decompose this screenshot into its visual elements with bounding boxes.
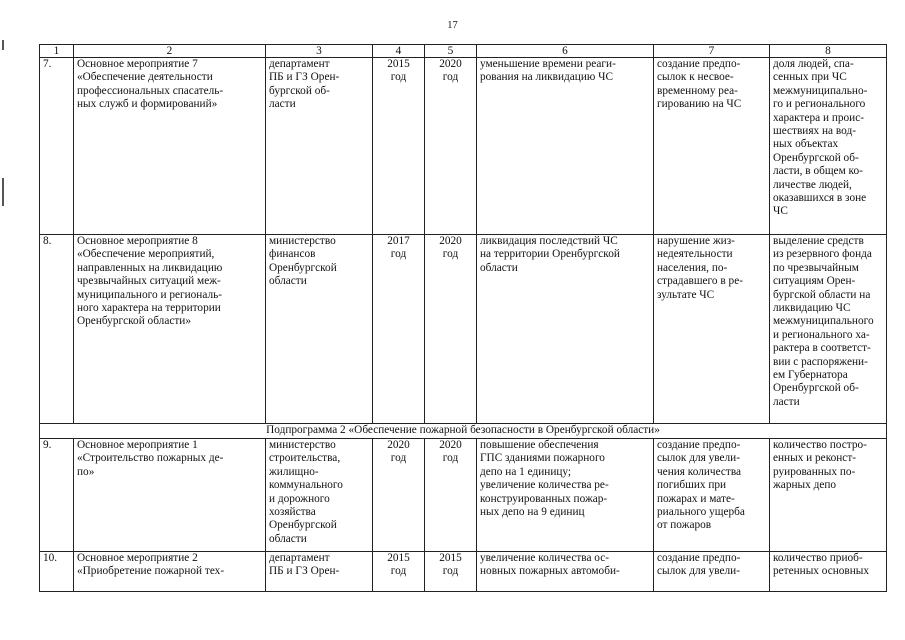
cell-text-line: «Обеспечение мероприятий, (77, 248, 215, 261)
cell-text-line: рактера в соответст- (773, 342, 871, 355)
cell-text-line: министерство (269, 235, 336, 247)
cell-text-line: го и регионального (773, 98, 866, 111)
measure-cell (74, 235, 266, 424)
cell-text-line: увеличение количества ос- (480, 552, 609, 564)
cell-text-line: ем Губернатора (773, 369, 848, 382)
cell-text-line: министерство (269, 439, 336, 451)
cell-text-line: риального ущерба (657, 506, 745, 519)
cell-text-line: ных депо на 9 единиц (480, 506, 585, 519)
start-year-cell (373, 439, 425, 552)
cell-text-line: области (269, 532, 307, 545)
cell-text-line: ПБ и ГЗ Орен- (269, 71, 340, 84)
cell-text-line: Оренбургской области» (77, 315, 191, 328)
cell-text-line: погибших при (657, 479, 727, 492)
margin-mark-top (2, 40, 4, 50)
consequences-cell (654, 552, 770, 592)
table-row (40, 439, 887, 552)
header-cell: 8 (770, 45, 887, 58)
row-number-cell: 7. (40, 58, 74, 235)
cell-text-line: «Приобретение пожарной тех- (77, 565, 225, 578)
cell-text-line: год (390, 71, 407, 84)
cell-text-line: 2020 (387, 439, 410, 451)
cell-text-line: конструированных пожар- (480, 492, 608, 505)
cell-text-line: ласти (773, 395, 800, 408)
cell-text-line: по чрезвычайным (773, 261, 859, 274)
cell-text-line: и регионального ха- (773, 328, 870, 341)
cell-text-line: Основное мероприятие 2 (77, 552, 198, 564)
cell-text-line: ГПС зданиями пожарного (480, 452, 605, 465)
cell-text-line: чрезвычайных ситуаций меж- (77, 275, 221, 288)
cell-text-line: создание предпо- (657, 439, 741, 451)
cell-text-line: создание предпо- (657, 552, 741, 564)
executor-cell (266, 58, 373, 235)
table-row (40, 58, 887, 235)
cell-text-line: создание предпо- (657, 58, 741, 70)
executor-cell (266, 439, 373, 552)
measure-cell (74, 439, 266, 552)
result-cell (477, 552, 654, 592)
measure-cell (74, 58, 266, 235)
consequences-cell (654, 439, 770, 552)
indicator-cell (770, 235, 887, 424)
cell-text-line: хозяйства (269, 506, 316, 519)
header-cell: 6 (477, 45, 654, 58)
header-cell: 7 (654, 45, 770, 58)
consequences-cell (654, 235, 770, 424)
cell-text-line: области (480, 261, 518, 274)
cell-text-line: ПБ и ГЗ Орен- (269, 565, 340, 578)
cell-text-line: новных пожарных автомоби- (480, 565, 620, 578)
cell-text-line: сылок к несвое- (657, 71, 734, 84)
cell-text-line: Основное мероприятие 7 (77, 58, 198, 70)
cell-text-line: бургской области на (773, 288, 871, 301)
cell-text-line: Оренбургской об- (773, 382, 859, 395)
cell-text-line: финансов (269, 248, 316, 261)
cell-text-line: строительства, (269, 452, 341, 465)
header-cell: 3 (266, 45, 373, 58)
cell-text-line: страдавшего в ре- (657, 275, 743, 288)
program-measures-table (39, 44, 887, 592)
cell-text-line: временному реа- (657, 84, 738, 97)
cell-text-line: год (442, 565, 459, 578)
result-cell (477, 235, 654, 424)
indicator-cell (770, 439, 887, 552)
header-cell: 4 (373, 45, 425, 58)
cell-text-line: межмуниципально- (773, 84, 868, 97)
cell-text-line: населения, по- (657, 261, 728, 274)
end-year-cell (425, 439, 477, 552)
executor-cell (266, 235, 373, 424)
cell-text-line: по» (77, 465, 95, 478)
cell-text-line: ретенных основных (773, 565, 870, 578)
cell-text-line: «Строительство пожарных де- (77, 452, 224, 465)
start-year-cell (373, 552, 425, 592)
row-number-cell: 8. (40, 235, 74, 424)
margin-mark-middle (2, 178, 4, 206)
table-row (40, 235, 887, 424)
end-year-cell (425, 58, 477, 235)
indicator-cell (770, 552, 887, 592)
row-number-cell: 9. (40, 439, 74, 552)
cell-text-line: количество приоб- (773, 552, 863, 564)
cell-text-line: ситуациям Орен- (773, 275, 856, 288)
row-number-cell: 10. (40, 552, 74, 592)
cell-text-line: ных служб и формирований» (77, 98, 218, 111)
cell-text-line: сылок для увели- (657, 565, 740, 578)
table-header-row (40, 45, 887, 58)
cell-text-line: «Обеспечение деятельности (77, 71, 213, 84)
start-year-cell (373, 235, 425, 424)
cell-text-line: жилищно- (269, 465, 319, 478)
cell-text-line: сенных при ЧС (773, 71, 847, 84)
cell-text-line: руированных по- (773, 465, 856, 478)
subprogram-title: Подпрограмма 2 «Обеспечение пожарной безопасности в Оренбургской области» (40, 424, 887, 439)
cell-text-line: нарушение жиз- (657, 235, 735, 247)
cell-text-line: гированию на ЧС (657, 98, 742, 111)
cell-text-line: енных и реконст- (773, 452, 857, 465)
result-cell (477, 58, 654, 235)
measure-cell (74, 552, 266, 592)
header-cell: 5 (425, 45, 477, 58)
cell-text-line: год (442, 248, 459, 261)
end-year-cell (425, 235, 477, 424)
cell-text-line: жарных депо (773, 479, 837, 492)
cell-text-line: повышение обеспечения (480, 439, 599, 451)
cell-text-line: вии с распоряжени- (773, 355, 868, 368)
cell-text-line: пожарах и мате- (657, 492, 735, 505)
cell-text-line: 2015 (387, 58, 410, 70)
table-row (40, 552, 887, 592)
cell-text-line: направленных на ликвидацию (77, 261, 223, 274)
cell-text-line: 2017 (387, 235, 410, 247)
cell-text-line: характера и проис- (773, 111, 864, 124)
cell-text-line: чения количества (657, 465, 742, 478)
cell-text-line: 2020 (439, 58, 462, 70)
cell-text-line: уменьшение времени реаги- (480, 58, 616, 70)
cell-text-line: ласти (269, 98, 296, 111)
cell-text-line: Основное мероприятие 8 (77, 235, 198, 247)
cell-text-line: год (390, 565, 407, 578)
page-number: 17 (447, 20, 458, 31)
cell-text-line: Основное мероприятие 1 (77, 439, 198, 451)
cell-text-line: год (442, 71, 459, 84)
cell-text-line: ного характера на территории (77, 302, 221, 315)
cell-text-line: год (390, 248, 407, 261)
indicator-cell (770, 58, 887, 235)
cell-text-line: количество постро- (773, 439, 867, 451)
cell-text-line: зультате ЧС (657, 288, 715, 301)
cell-text-line: департамент (269, 58, 330, 70)
cell-text-line: ликвидацию ЧС (773, 302, 851, 315)
cell-text-line: 2015 (439, 552, 462, 564)
result-cell (477, 439, 654, 552)
cell-text-line: и дорожного (269, 492, 330, 505)
cell-text-line: год (390, 452, 407, 465)
cell-text-line: бургской об- (269, 84, 330, 97)
cell-text-line: департамент (269, 552, 330, 564)
cell-text-line: выделение средств (773, 235, 864, 247)
cell-text-line: на территории Оренбургской (480, 248, 620, 261)
end-year-cell (425, 552, 477, 592)
cell-text-line: личестве людей, (773, 178, 852, 191)
consequences-cell (654, 58, 770, 235)
cell-text-line: ных объектах (773, 138, 839, 151)
cell-text-line: ЧС (773, 205, 788, 218)
header-cell: 1 (40, 45, 74, 58)
cell-text-line: год (442, 452, 459, 465)
cell-text-line: Оренбургской об- (773, 151, 859, 164)
header-cell: 2 (74, 45, 266, 58)
cell-text-line: межмуниципального (773, 315, 874, 328)
cell-text-line: сылок для увели- (657, 452, 740, 465)
cell-text-line: оказавшихся в зоне (773, 192, 867, 205)
cell-text-line: ласти, в общем ко- (773, 165, 863, 178)
cell-text-line: Оренбургской (269, 519, 337, 532)
cell-text-line: 2015 (387, 552, 410, 564)
cell-text-line: 2020 (439, 439, 462, 451)
subprogram-row (40, 424, 887, 439)
executor-cell (266, 552, 373, 592)
cell-text-line: Оренбургской (269, 261, 337, 274)
cell-text-line: коммунального (269, 479, 343, 492)
cell-text-line: из резервного фонда (773, 248, 872, 261)
table-body (40, 45, 887, 592)
cell-text-line: профессиональных спасатель- (77, 84, 224, 97)
start-year-cell (373, 58, 425, 235)
cell-text-line: недеятельности (657, 248, 733, 261)
cell-text-line: муниципального и региональ- (77, 288, 223, 301)
cell-text-line: доля людей, спа- (773, 58, 854, 70)
cell-text-line: области (269, 275, 307, 288)
cell-text-line: увеличение количества ре- (480, 479, 609, 492)
cell-text-line: ликвидация последствий ЧС (480, 235, 618, 247)
cell-text-line: депо на 1 единицу; (480, 465, 572, 478)
cell-text-line: от пожаров (657, 519, 712, 532)
cell-text-line: рования на ликвидацию ЧС (480, 71, 614, 84)
cell-text-line: 2020 (439, 235, 462, 247)
cell-text-line: шествиях на вод- (773, 125, 856, 138)
